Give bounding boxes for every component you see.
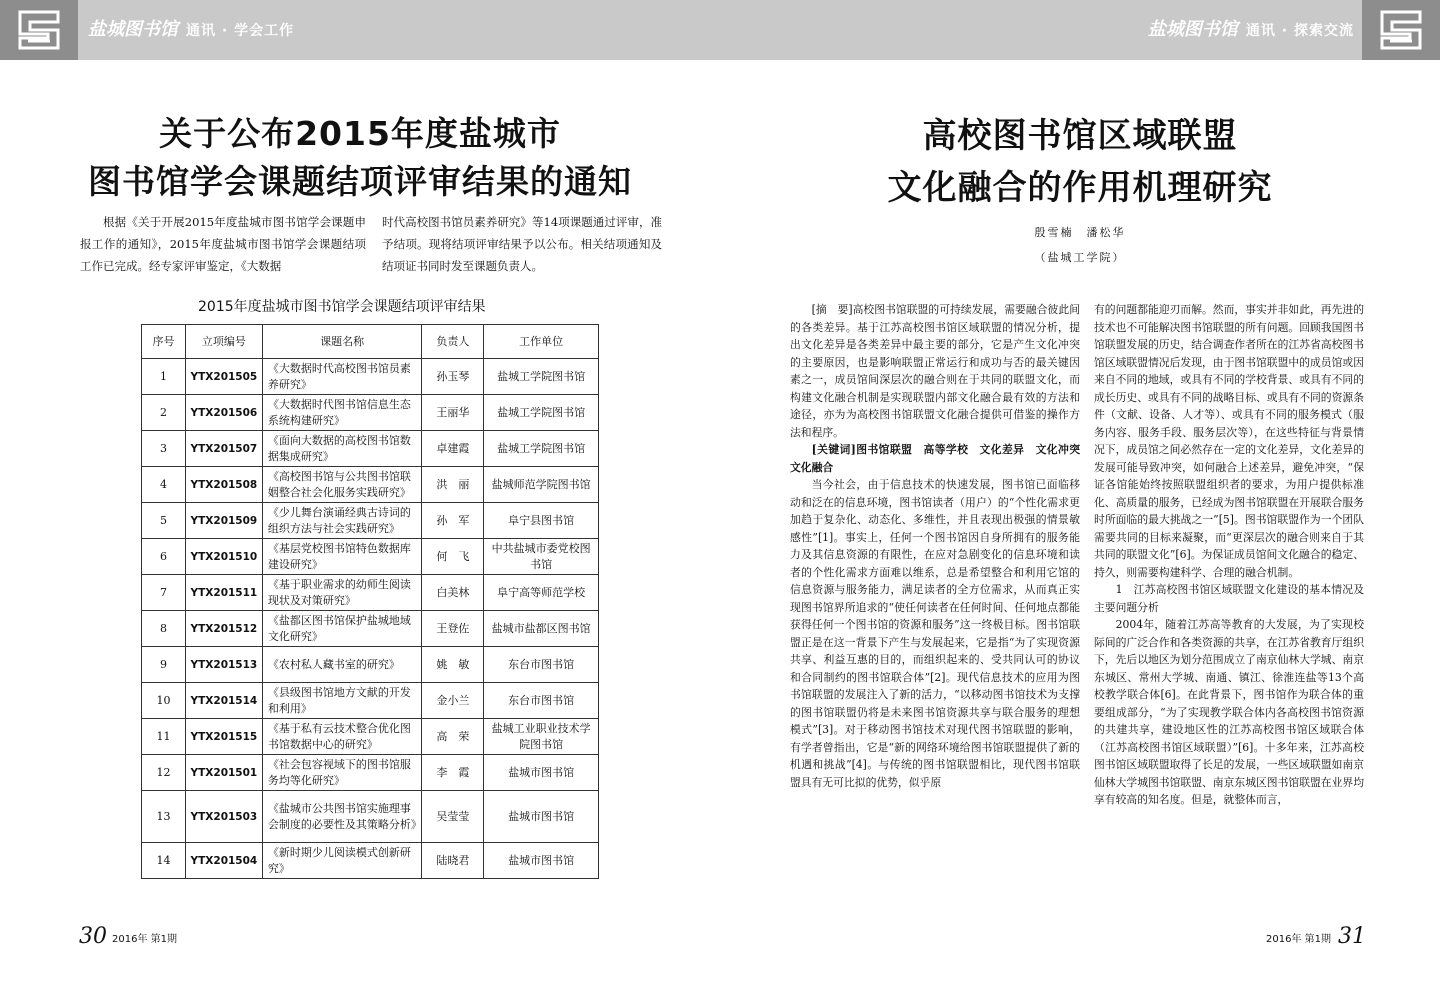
right-issue-label: 2016年 第1期 (1266, 934, 1331, 945)
table-row (142, 843, 599, 879)
right-page-number: 31 (1338, 924, 1366, 949)
cell-unit: 盐城市盐都区图书馆 (484, 611, 599, 647)
right-header-title: 盐城图书馆 通讯 · 探索交流 (1147, 19, 1354, 40)
table-header-row (142, 325, 599, 359)
article-affiliation: （盐城工学院） (1034, 251, 1126, 264)
results-table (141, 324, 599, 879)
right-header-bar (720, 0, 1440, 60)
cell-code: YTX201503 (185, 791, 262, 843)
left-header-title: 盐城图书馆 通讯 · 学会工作 (88, 19, 295, 40)
cell-index: 14 (142, 843, 186, 879)
col-header-leader: 负责人 (422, 325, 484, 359)
left-page-number: 30 (79, 924, 107, 949)
table-row (142, 359, 599, 395)
cell-leader: 何 飞 (422, 539, 484, 575)
cell-leader: 吴莹莹 (422, 791, 484, 843)
section-heading: 1 江苏高校图书馆区域联盟文化建设的基本情况及主要问题分析 (1094, 583, 1364, 614)
cell-index: 11 (142, 719, 186, 755)
library-logo-icon (0, 0, 78, 60)
cell-leader: 陆晓君 (422, 843, 484, 879)
cell-unit: 盐城工学院图书馆 (484, 359, 599, 395)
table-row (142, 539, 599, 575)
cell-index: 10 (142, 683, 186, 719)
notice-intro-col-1: 根据《关于开展2015年度盐城市图书馆学会课题申报工作的通知》，2015年度盐城市图书馆学会课题结项工作已完成。经专家评审鉴定，《大数据 (80, 215, 366, 273)
table-row (142, 683, 599, 719)
cell-leader: 李 霞 (422, 755, 484, 791)
notice-title-line-1: 关于公布2015年度盐城市 (159, 114, 561, 153)
cell-leader: 洪 丽 (422, 467, 484, 503)
cell-topic: 《盐城市公共图书馆实施理事会制度的必要性及其策略分析》 (262, 791, 422, 843)
cell-index: 1 (142, 359, 186, 395)
cell-unit: 盐城工业职业技术学院图书馆 (484, 719, 599, 755)
table-row (142, 611, 599, 647)
cell-unit: 东台市图书馆 (484, 647, 599, 683)
table-row (142, 575, 599, 611)
cell-index: 12 (142, 755, 186, 791)
cell-leader: 白美林 (422, 575, 484, 611)
cell-index: 13 (142, 791, 186, 843)
cell-code: YTX201511 (185, 575, 262, 611)
cell-index: 8 (142, 611, 186, 647)
col-header-code: 立项编号 (185, 325, 262, 359)
cell-unit: 盐城市图书馆 (484, 843, 599, 879)
article-title-line-1: 高校图书馆区域联盟 (922, 116, 1238, 156)
table-caption: 2015年度盐城市图书馆学会课题结项评审结果 (198, 299, 486, 315)
cell-topic: 《基于职业需求的幼师生阅读现状及对策研究》 (262, 575, 422, 611)
body-paragraph: 有的问题都能迎刃而解。然而，事实并非如此，再先进的技术也不可能解决图书馆联盟的所有问题。回顾我国图书馆联盟发展的历史，结合调查作者所在的江苏省高校图书馆区域联盟情况后发现，由于图书馆联盟中的成员馆或因来自不同的地域，或具有不同的学校背景、或具有不同的成长历史、或具有不同的战略目标、或具有不同的资源条件（文献、设备、人才等）、或具有不同的服务模式（服务内容、服务手段、服务层次等），在这些特征与背景情况下，成员馆之间必然存在一定的文化差异，文化差异的发展可能导致冲突，如何融合上述差异，避免冲突，“保证各馆能始终按照联盟组织者的要求，为用户提供标准化、高质量的服务，已经成为图书馆联盟在开展联合服务时所面临的最大挑战之一”[5]。图书馆联盟作为一个团队需要共同的目标来凝聚，而“更深层次的融合则来自于其共同的联盟文化”[6]。为保证成员馆间文化融合的稳定、持久，则需要构建科学、合理的融合机制。 (1094, 303, 1364, 579)
cell-index: 7 (142, 575, 186, 611)
library-logo-icon (1362, 0, 1440, 60)
article-column-1 (790, 301, 1091, 791)
cell-index: 6 (142, 539, 186, 575)
cell-code: YTX201510 (185, 539, 262, 575)
cell-leader: 金小兰 (422, 683, 484, 719)
table-row (142, 395, 599, 431)
table-row (142, 503, 599, 539)
keywords-paragraph: [关键词]图书馆联盟 高等学校 文化差异 文化冲突 文化融合 (790, 443, 1091, 474)
cell-unit: 盐城工学院图书馆 (484, 431, 599, 467)
cell-leader: 王丽华 (422, 395, 484, 431)
cell-topic: 《县级图书馆地方文献的开发和利用》 (262, 683, 422, 719)
cell-leader: 孙玉琴 (422, 359, 484, 395)
cell-unit: 盐城市图书馆 (484, 755, 599, 791)
col-header-topic: 课题名称 (262, 325, 422, 359)
cell-leader: 卓建霞 (422, 431, 484, 467)
notice-title-line-2: 图书馆学会课题结项评审结果的通知 (88, 162, 632, 201)
cell-code: YTX201504 (185, 843, 262, 879)
cell-topic: 《盐都区图书馆保护盐城地域文化研究》 (262, 611, 422, 647)
cell-code: YTX201505 (185, 359, 262, 395)
cell-unit: 阜宁高等师范学校 (484, 575, 599, 611)
cell-code: YTX201514 (185, 683, 262, 719)
cell-code: YTX201512 (185, 611, 262, 647)
cell-topic: 《面向大数据的高校图书馆数据集成研究》 (262, 431, 422, 467)
cell-topic: 《基层党校图书馆特色数据库建设研究》 (262, 539, 422, 575)
article-title-line-2: 文化融合的作用机理研究 (887, 168, 1273, 208)
table-row (142, 647, 599, 683)
body-paragraph: 当今社会，由于信息技术的快速发展，图书馆已面临移动和泛在的信息环境，图书馆读者（用户）的“个性化需求更加趋于复杂化、动态化、多维性，并且表现出极强的情景敏感性”[1]。事实上，任何一个图书馆因自身所拥有的服务能力及其信息资源的有限性，在应对急剧变化的信息环境和读者的个性化需求方面难以维系，总是希望整合和利用它馆的信息资源与服务能力，满足读者的全方位需求，从而真正实现图书馆界所追求的“使任何读者在任何时间、任何地点都能获得任何一个图书馆的资源和服务”这一终极目标。图书馆联盟正是在这一背景下产生与发展起来，它是指“为了实现资源共享、利益互惠的目的，而组织起来的、受共同认可的协议和合同制约的图书馆联合体”[2]。现代信息技术的应用为图书馆联盟的发展注入了新的活力，“以移动图书馆技术为支撑的图书馆联盟仍将是未来图书馆资源共享与联合服务的理想模式”[3]。对于移动图书馆技术对现代图书馆联盟的影响，有学者曾指出，它是“新的网络环境给图书馆联盟提供了新的机遇和挑战”[4]。与传统的图书馆联盟相比，现代图书馆联盟具有无可比拟的优势，似乎原 (790, 478, 1080, 789)
col-header-unit: 工作单位 (484, 325, 599, 359)
cell-code: YTX201513 (185, 647, 262, 683)
cell-code: YTX201507 (185, 431, 262, 467)
cell-unit: 阜宁县图书馆 (484, 503, 599, 539)
left-header-bar (0, 0, 720, 60)
col-header-index: 序号 (142, 325, 186, 359)
cell-topic: 《基于私有云技术整合优化图书馆数据中心的研究》 (262, 719, 422, 755)
cell-index: 5 (142, 503, 186, 539)
body-paragraph: 2004年，随着江苏高等教育的大发展，为了实现校际间的广泛合作和各类资源的共享，在江苏省教育厅组织下，先后以地区为划分范围成立了南京仙林大学城、南京东城区、常州大学城、南通、镇江、徐淮连盐等13个高校教学联合体[6]。在此背景下，图书馆作为联合体的重要组成部分，“为了实现教学联合体内各高校图书馆资源的共建共享，建设地区性的江苏高校图书馆区域联合体（江苏高校图书馆区域联盟）”[6]。十多年来，江苏高校图书馆区域联盟取得了长足的发展，一些区域联盟如南京仙林大学城图书馆联盟、南京东城区图书馆联盟在业界均享有较高的知名度。但是，就整体而言， (1094, 618, 1364, 806)
cell-unit: 盐城师范学院图书馆 (484, 467, 599, 503)
cell-topic: 《少儿舞台演诵经典古诗词的组织方法与社会实践研究》 (262, 503, 422, 539)
article-authors: 殷雪楠 潘松华 (1034, 226, 1126, 239)
right-page (720, 0, 1440, 983)
cell-leader: 高 荣 (422, 719, 484, 755)
cell-code: YTX201515 (185, 719, 262, 755)
table-row (142, 755, 599, 791)
cell-topic: 《大数据时代高校图书馆员素养研究》 (262, 359, 422, 395)
cell-topic: 《社会包容视域下的图书馆服务均等化研究》 (262, 755, 422, 791)
cell-code: YTX201509 (185, 503, 262, 539)
cell-code: YTX201506 (185, 395, 262, 431)
cell-index: 3 (142, 431, 186, 467)
cell-leader: 姚 敏 (422, 647, 484, 683)
article-column-2 (1094, 301, 1364, 809)
table-row (142, 719, 599, 755)
cell-topic: 《农村私人藏书室的研究》 (262, 647, 422, 683)
abstract-paragraph: [摘 要]高校图书馆联盟的可持续发展，需要融合彼此间的各类差异。基于江苏高校图书馆区域联盟的情况分析，提出文化差异是各类差异中最主要的部分，它是产生文化冲突的主要原因，也是影响联盟正常运行和成功与否的最关键因素之一，成员馆间深层次的融合则在于共同的联盟文化，而构建文化融合机制是实现联盟内部文化融合最有效的方法和途径，亦为为高校图书馆联盟文化融合提供可借鉴的操作方法和程序。 (790, 303, 1080, 439)
cell-leader: 王登佐 (422, 611, 484, 647)
left-issue-label: 2016年 第1期 (112, 934, 177, 945)
cell-topic: 《高校图书馆与公共图书馆联姻整合社会化服务实践研究》 (262, 467, 422, 503)
table-row (142, 791, 599, 843)
cell-unit: 东台市图书馆 (484, 683, 599, 719)
cell-index: 4 (142, 467, 186, 503)
cell-index: 9 (142, 647, 186, 683)
cell-unit: 盐城市图书馆 (484, 791, 599, 843)
cell-code: YTX201501 (185, 755, 262, 791)
notice-intro-col-2: 时代高校图书馆员素养研究》等14项课题通过评审，准予结项。现将结项评审结果予以公布。相关结项通知及结项证书同时发至课题负责人。 (382, 215, 662, 273)
cell-leader: 孙 军 (422, 503, 484, 539)
cell-code: YTX201508 (185, 467, 262, 503)
table-row (142, 467, 599, 503)
cell-index: 2 (142, 395, 186, 431)
cell-unit: 中共盐城市委党校图书馆 (484, 539, 599, 575)
cell-unit: 盐城工学院图书馆 (484, 395, 599, 431)
table-row (142, 431, 599, 467)
cell-topic: 《新时期少儿阅读模式创新研究》 (262, 843, 422, 879)
cell-topic: 《大数据时代图书馆信息生态系统构建研究》 (262, 395, 422, 431)
